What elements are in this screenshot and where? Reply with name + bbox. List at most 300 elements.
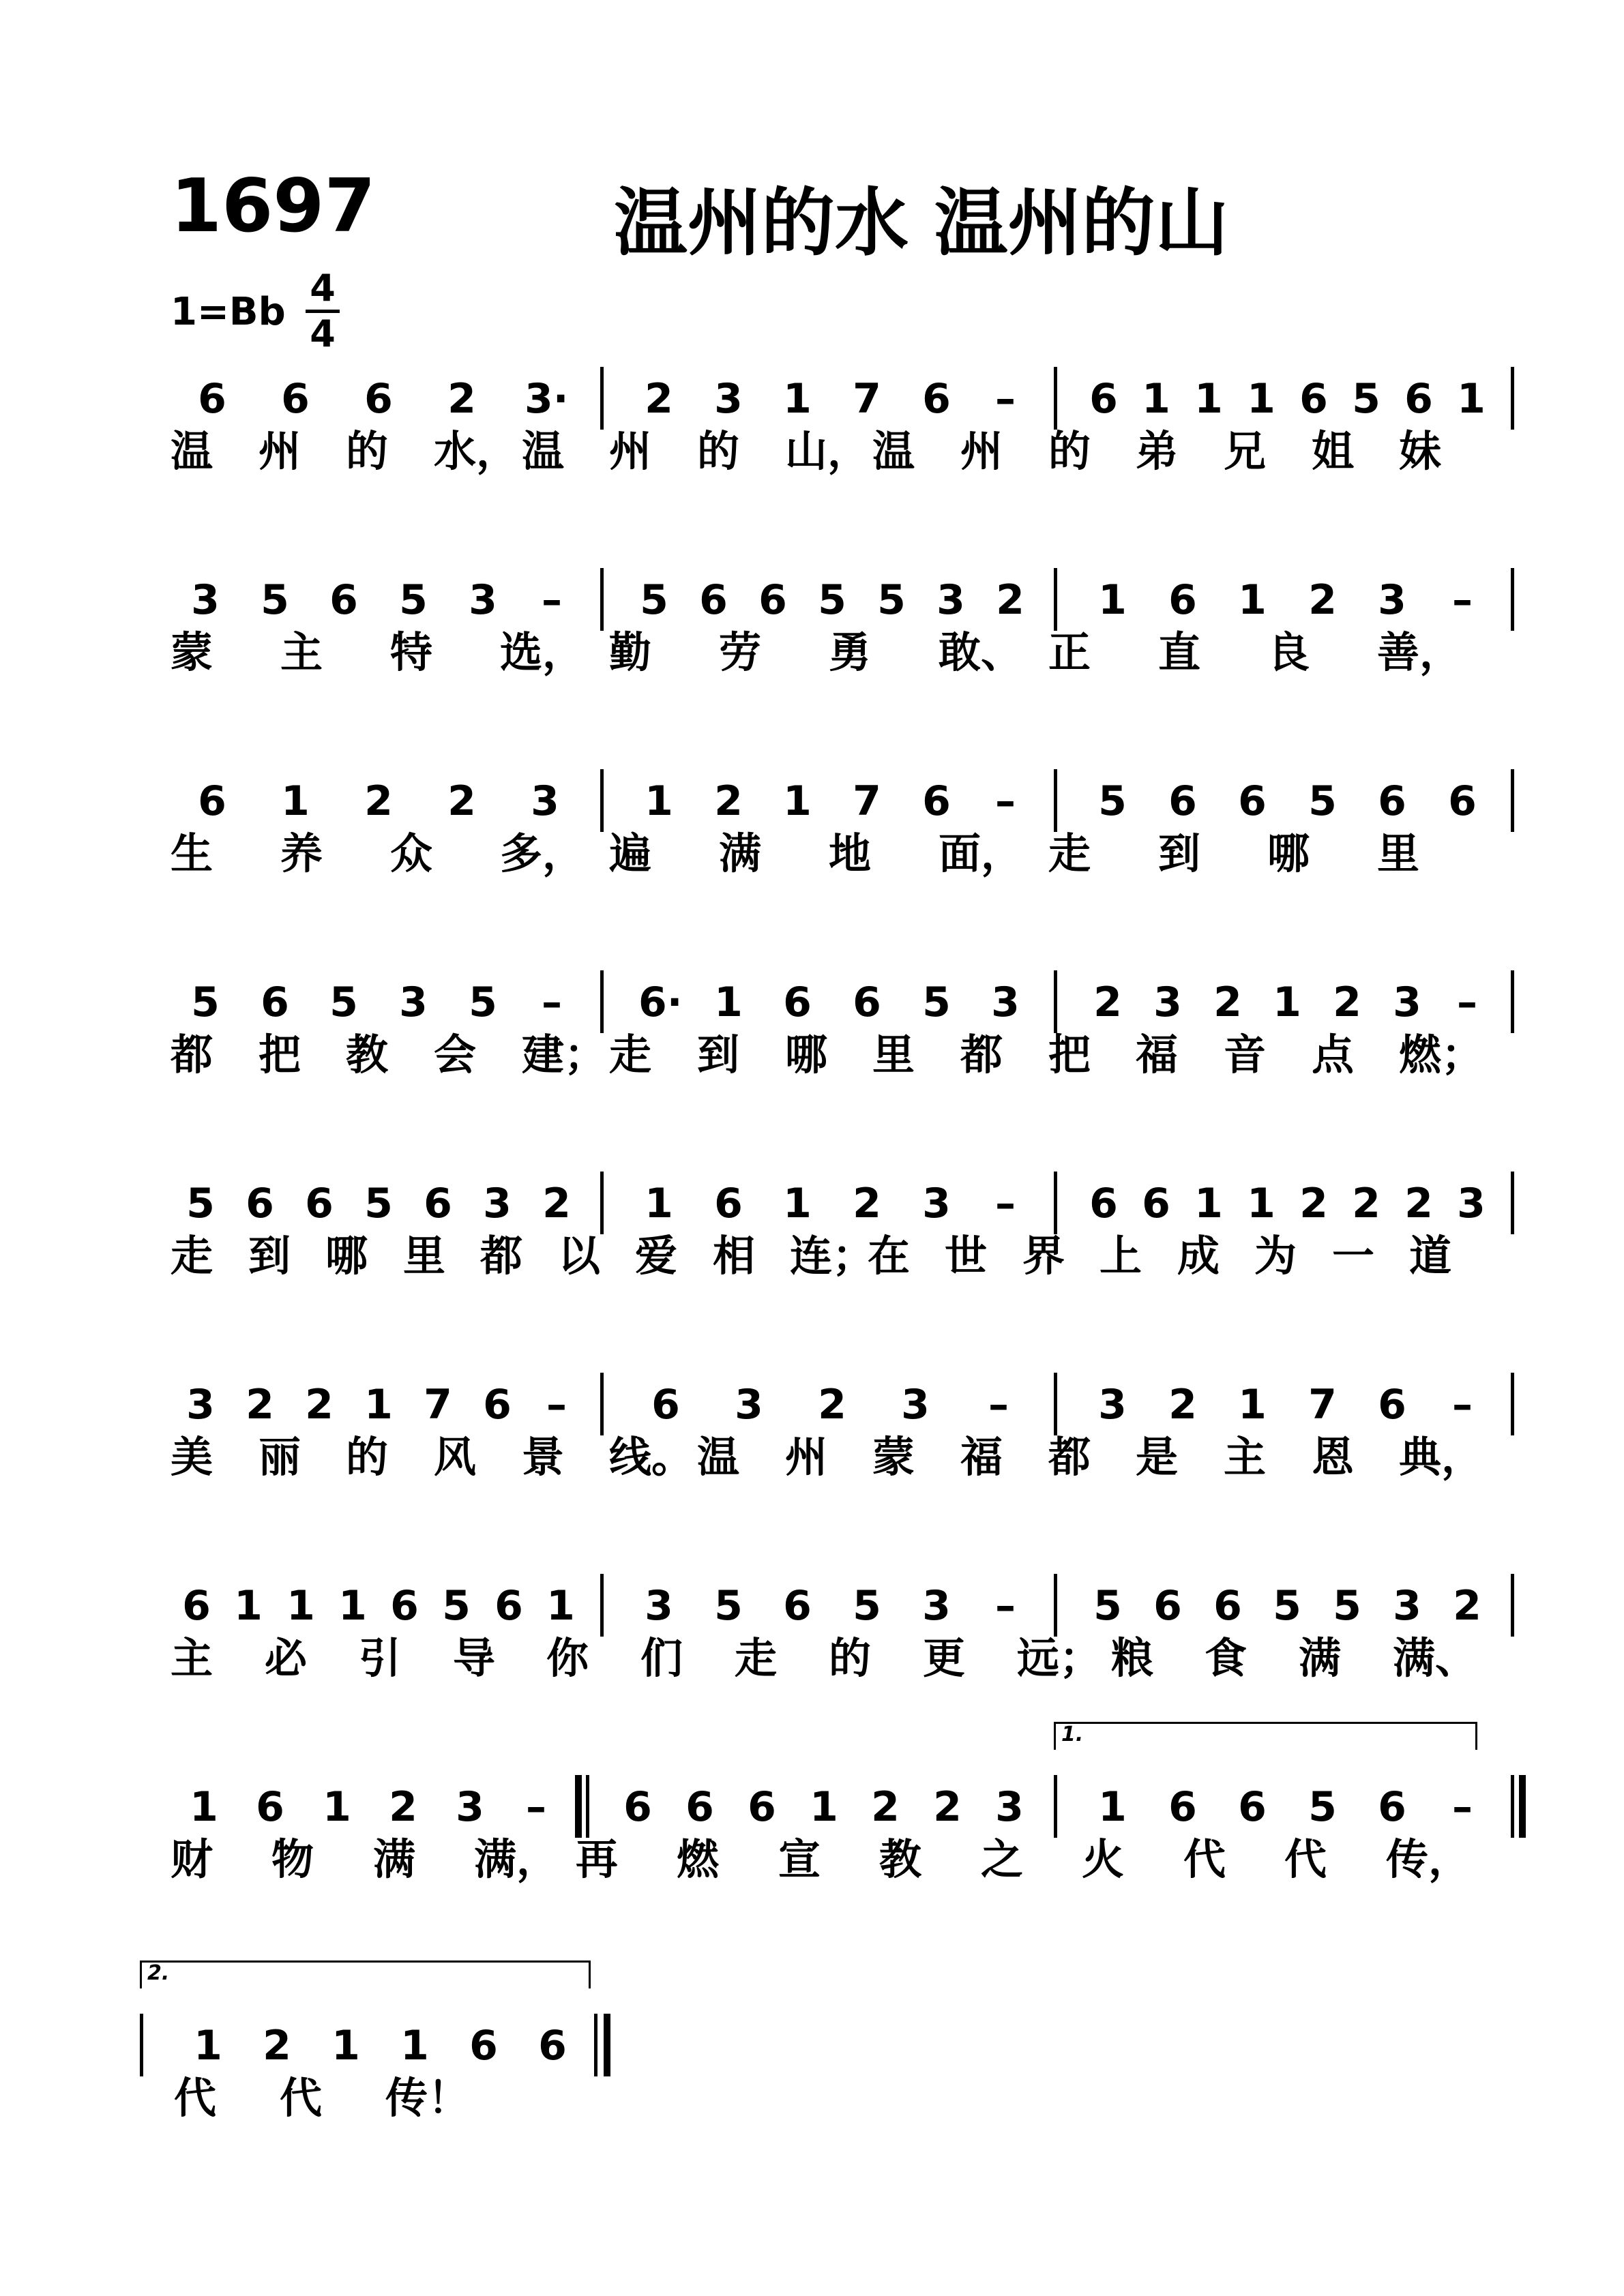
note: 6 (1448, 777, 1477, 825)
note: 6 (623, 1783, 652, 1831)
lyric-syllable: 山， (785, 426, 870, 476)
lyric-syllable: 福 (1136, 1030, 1179, 1079)
note: 2 (853, 1180, 881, 1227)
lyric-syllable: 里 (403, 1231, 446, 1281)
lyric-syllable: 代 (174, 2073, 217, 2123)
note: 1 (546, 1582, 575, 1630)
note: 2 (1333, 979, 1361, 1026)
note: 1 (331, 2022, 360, 2070)
note: 1 (323, 1783, 351, 1831)
note: 1 (1273, 979, 1301, 1026)
barline-stroke (1054, 367, 1057, 430)
lyric-syllable: 必 (265, 1633, 308, 1683)
note: 1 (364, 1381, 393, 1429)
lyric-syllable: 引 (359, 1633, 402, 1683)
score-system (0, 1152, 1624, 1343)
note: 7 (853, 777, 881, 825)
note: 5 (1308, 777, 1337, 825)
lyric-syllable: 之 (981, 1834, 1024, 1884)
note: 3 (399, 979, 428, 1026)
lyric-syllable: 姐 (1312, 426, 1355, 476)
lyric-syllable: 景 (522, 1432, 565, 1482)
note: 6 (1238, 1783, 1267, 1831)
hold-dash: – (995, 777, 1016, 825)
score-system (0, 1723, 1624, 1947)
lyric-syllable: 直 (1158, 627, 1201, 677)
note: 2 (818, 1381, 846, 1429)
note: 2 (1404, 1180, 1433, 1227)
note: 3 (1153, 979, 1182, 1026)
note: 6· (638, 979, 683, 1026)
note: 2 (1352, 1180, 1381, 1227)
barline-stroke (140, 2014, 143, 2076)
lyric-syllable: 是 (1136, 1432, 1179, 1482)
note: 5 (853, 1582, 881, 1630)
lyric-syllable: 典， (1399, 1432, 1484, 1482)
volta-bracket (1054, 1722, 1477, 1750)
note: 2 (871, 1783, 900, 1831)
barline-stroke (600, 1172, 604, 1234)
lyric-syllable: 走 (171, 1231, 213, 1281)
hold-dash: – (1452, 576, 1473, 624)
lyric-syllable: 满、 (1393, 1633, 1478, 1683)
note: 1 (190, 1783, 218, 1831)
note: 2 (447, 777, 476, 825)
lyric-syllable: 州 (785, 1432, 828, 1482)
lyric-syllable: 点 (1312, 1030, 1355, 1079)
note: 6 (1168, 777, 1197, 825)
note: 5 (714, 1582, 743, 1630)
lyric-syllable: 代 (1183, 1834, 1226, 1884)
barline-stroke (600, 568, 604, 631)
lyric-syllable: 遍 (609, 829, 652, 878)
note: 6 (748, 1783, 776, 1831)
barline-stroke (1511, 1373, 1514, 1435)
barline-stroke (586, 1775, 589, 1838)
lyric-row (0, 1430, 1624, 1498)
note: 3 (936, 576, 965, 624)
note: 5 (640, 576, 668, 624)
lyric-row (0, 2071, 1624, 2139)
note: 3 (922, 1582, 951, 1630)
note: 5 (261, 576, 289, 624)
note: 6 (424, 1180, 452, 1227)
note: 2 (933, 1783, 962, 1831)
note: 3 (1098, 1381, 1127, 1429)
lyric-syllable: 火 (1082, 1834, 1125, 1884)
lyric-syllable: 哪 (325, 1231, 368, 1281)
score-system (0, 549, 1624, 740)
lyric-syllable: 选， (500, 627, 585, 677)
lyric-syllable: 一 (1332, 1231, 1375, 1281)
score-system (0, 1354, 1624, 1545)
note: 2 (389, 1783, 417, 1831)
note: 6 (261, 979, 289, 1026)
lyric-syllable: 世 (945, 1231, 988, 1281)
lyric-syllable: 蒙 (171, 627, 213, 677)
note: 2 (1168, 1381, 1197, 1429)
lyric-syllable: 正 (1048, 627, 1091, 677)
barline-stroke (1054, 970, 1057, 1033)
lyric-syllable: 养 (280, 829, 323, 878)
note: 6 (390, 1582, 419, 1630)
lyric-syllable: 主 (280, 627, 323, 677)
barline-stroke (1054, 769, 1057, 832)
note: 3 (456, 1783, 484, 1831)
note: 6 (1142, 1180, 1170, 1227)
lyric-syllable: 生 (171, 829, 213, 878)
barline-stroke (604, 2014, 610, 2076)
lyric-syllable: 蒙 (872, 1432, 915, 1482)
lyric-syllable: 都 (171, 1030, 213, 1079)
lyric-syllable: 特 (390, 627, 433, 677)
lyric-syllable: 温 (522, 426, 565, 476)
note: 7 (1308, 1381, 1337, 1429)
note: 6 (1168, 576, 1197, 624)
lyric-syllable: 物 (271, 1834, 314, 1884)
note: 5 (191, 979, 220, 1026)
note: 6 (281, 375, 310, 423)
barline-stroke (1511, 1574, 1514, 1637)
lyric-row (0, 625, 1624, 694)
lyric-syllable: 都 (480, 1231, 523, 1281)
note: 3 (483, 1180, 512, 1227)
note: 1 (1238, 576, 1267, 624)
lyric-syllable: 相 (713, 1231, 756, 1281)
lyric-syllable: 满， (474, 1834, 559, 1884)
lyric-syllable: 满 (1299, 1633, 1342, 1683)
note: 2 (1308, 576, 1337, 624)
note: 6 (1238, 777, 1267, 825)
barline-stroke (594, 2014, 597, 2076)
note: 2 (1453, 1582, 1481, 1630)
barline-stroke (1511, 769, 1514, 832)
note: 5 (329, 979, 358, 1026)
time-signature (306, 267, 340, 355)
note: 2 (714, 777, 743, 825)
barline-stroke (1511, 970, 1514, 1033)
lyric-syllable: 劳 (719, 627, 762, 677)
lyric-syllable: 地 (829, 829, 872, 878)
lyric-syllable: 敢、 (939, 627, 1024, 677)
lyric-syllable: 主 (171, 1633, 213, 1683)
lyric-row (0, 424, 1624, 492)
hold-dash: – (546, 1381, 567, 1429)
hold-dash: – (1452, 1783, 1473, 1831)
hold-dash: – (988, 1381, 1009, 1429)
note: 7 (853, 375, 881, 423)
note: 1 (1238, 1381, 1267, 1429)
note: 1 (1098, 576, 1127, 624)
note: 5 (1093, 1582, 1122, 1630)
lyric-syllable: 走 (1048, 829, 1091, 878)
volta-label: 2. (147, 1961, 170, 1985)
hymn-number: 1697 (171, 164, 376, 249)
lyric-syllable: 美 (171, 1432, 213, 1482)
note: 3 (645, 1582, 673, 1630)
lyric-syllable: 教 (879, 1834, 922, 1884)
lyric-syllable: 风 (434, 1432, 477, 1482)
note: 1 (1194, 1180, 1223, 1227)
lyric-syllable: 界 (1022, 1231, 1065, 1281)
note: 2 (305, 1381, 334, 1429)
hold-dash: – (1452, 1381, 1473, 1429)
lyric-syllable: 都 (1048, 1432, 1091, 1482)
note: 6 (1404, 375, 1433, 423)
lyric-syllable: 连； (790, 1231, 875, 1281)
lyric-syllable: 燃； (1399, 1030, 1484, 1079)
note: 1 (783, 1180, 812, 1227)
lyric-syllable: 满 (719, 829, 762, 878)
lyric-syllable: 线。 (609, 1432, 694, 1482)
note: 3 (1393, 1582, 1421, 1630)
note: 1 (810, 1783, 838, 1831)
lyric-syllable: 道 (1409, 1231, 1452, 1281)
note: 5 (1098, 777, 1127, 825)
lyric-syllable: 面， (939, 829, 1024, 878)
note: 6 (246, 1180, 274, 1227)
barline-stroke (600, 769, 604, 832)
lyric-syllable: 温 (171, 426, 213, 476)
note: 2 (447, 375, 476, 423)
note: 6 (651, 1381, 680, 1429)
hold-dash: – (526, 1783, 546, 1831)
note: 2 (263, 2022, 291, 2070)
barline-stroke (1511, 1172, 1514, 1234)
note: 2 (364, 777, 393, 825)
note: 6 (329, 576, 358, 624)
note: 6 (685, 1783, 714, 1831)
note: 3 (469, 576, 497, 624)
lyric-row (0, 1229, 1624, 1297)
note: 2 (246, 1381, 274, 1429)
note: 6 (364, 375, 393, 423)
lyric-syllable: 到 (1158, 829, 1201, 878)
volta-label: 1. (1061, 1723, 1084, 1746)
note: 1 (1194, 375, 1223, 423)
lyric-syllable: 财 (171, 1834, 213, 1884)
note: 6 (198, 375, 226, 423)
barline-stroke (1054, 1373, 1057, 1435)
lyric-syllable: 走 (735, 1633, 778, 1683)
note: 6 (1089, 375, 1118, 423)
lyric-syllable: 会 (434, 1030, 477, 1079)
time-signature-bottom: 4 (310, 312, 336, 355)
lyric-syllable: 代 (1284, 1834, 1327, 1884)
note: 6 (494, 1582, 523, 1630)
hold-dash: – (542, 576, 562, 624)
note: 5 (442, 1582, 471, 1630)
note: 2 (1093, 979, 1122, 1026)
lyric-syllable: 在 (868, 1231, 911, 1281)
note: 3 (995, 1783, 1024, 1831)
lyric-syllable: 建； (522, 1030, 607, 1079)
lyric-syllable: 为 (1254, 1231, 1297, 1281)
lyric-syllable: 成 (1177, 1231, 1220, 1281)
lyric-row (0, 1631, 1624, 1699)
barline-stroke (1519, 1775, 1526, 1838)
note: 1 (286, 1582, 315, 1630)
note: 1 (1457, 375, 1486, 423)
lyric-syllable: 代 (280, 2073, 323, 2123)
note: 3 (1378, 576, 1406, 624)
note: 3 (191, 576, 220, 624)
lyric-syllable: 燃 (677, 1834, 720, 1884)
lyric-syllable: 再 (576, 1834, 619, 1884)
lyric-syllable: 州 (259, 426, 301, 476)
note: 2 (1213, 979, 1242, 1026)
note: 3 (714, 375, 743, 423)
note: 5 (1308, 1783, 1337, 1831)
lyric-syllable: 哪 (785, 1030, 828, 1079)
note: 6 (1089, 1180, 1118, 1227)
note: 6 (699, 576, 728, 624)
note: 1 (234, 1582, 263, 1630)
lyric-syllable: 恩 (1312, 1432, 1355, 1482)
lyric-syllable: 的 (346, 1432, 389, 1482)
note: 5 (1333, 1582, 1361, 1630)
lyric-syllable: 以 (558, 1231, 601, 1281)
hold-dash: – (995, 375, 1016, 423)
lyric-syllable: 水， (434, 426, 519, 476)
lyric-syllable: 主 (1224, 1432, 1267, 1482)
note: 3 (735, 1381, 763, 1429)
lyric-syllable: 勇 (829, 627, 872, 677)
lyric-syllable: 传！ (385, 2073, 471, 2123)
lyric-syllable: 粮 (1111, 1633, 1154, 1683)
lyric-row (0, 1832, 1624, 1900)
note: 3 (901, 1381, 930, 1429)
note: 6 (538, 2022, 567, 2070)
note: 1 (714, 979, 743, 1026)
lyric-syllable: 更 (923, 1633, 966, 1683)
barline (583, 1775, 584, 1838)
barline-stroke (1511, 568, 1514, 631)
note: 5 (818, 576, 846, 624)
note: 6 (1153, 1582, 1182, 1630)
note: 6 (1299, 375, 1328, 423)
note: 1 (338, 1582, 367, 1630)
barline-stroke (1054, 1574, 1057, 1637)
lyric-syllable: 食 (1205, 1633, 1247, 1683)
lyric-syllable: 众 (390, 829, 433, 878)
lyric-syllable: 到 (697, 1030, 740, 1079)
time-signature-top: 4 (306, 267, 340, 313)
note: 3 (531, 777, 559, 825)
score-system (0, 348, 1624, 539)
lyric-syllable: 良 (1267, 627, 1310, 677)
note: 6 (922, 777, 951, 825)
key-signature: 1=Bb (171, 290, 286, 334)
barline-stroke (1511, 1775, 1514, 1838)
lyric-syllable: 都 (960, 1030, 1003, 1079)
note: 5 (399, 576, 428, 624)
lyric-syllable: 妹 (1399, 426, 1442, 476)
note: 3 (186, 1381, 215, 1429)
barline-stroke (600, 1373, 604, 1435)
lyric-syllable: 温 (697, 1432, 740, 1482)
barline-stroke (1054, 1775, 1057, 1838)
note: 6 (256, 1783, 284, 1831)
lyric-syllable: 福 (960, 1432, 1003, 1482)
note: 1 (1142, 375, 1170, 423)
lyric-syllable: 上 (1099, 1231, 1142, 1281)
barline-stroke (1054, 568, 1057, 631)
lyric-syllable: 远； (1017, 1633, 1102, 1683)
lyric-syllable: 把 (259, 1030, 301, 1079)
hold-dash: – (1457, 979, 1477, 1026)
note: 6 (758, 576, 787, 624)
note: 2 (1299, 1180, 1328, 1227)
note: 6 (783, 979, 812, 1026)
lyric-row (0, 826, 1624, 895)
hold-dash: – (995, 1582, 1016, 1630)
lyric-syllable: 走 (609, 1030, 652, 1079)
note: 2 (996, 576, 1024, 624)
lyric-syllable: 宣 (778, 1834, 821, 1884)
lyric-syllable: 多， (500, 829, 585, 878)
lyric-syllable: 州 (960, 426, 1003, 476)
hold-dash: – (995, 1180, 1016, 1227)
lyric-syllable: 勤 (609, 627, 652, 677)
note: 6 (483, 1381, 512, 1429)
lyric-syllable: 的 (829, 1633, 872, 1683)
note: 1 (645, 1180, 673, 1227)
lyric-syllable: 善， (1377, 627, 1462, 677)
note: 3 (1457, 1180, 1486, 1227)
lyric-syllable: 哪 (1267, 829, 1310, 878)
note: 2 (542, 1180, 571, 1227)
note: 5 (469, 979, 497, 1026)
note: 1 (783, 375, 812, 423)
note: 6 (1168, 1783, 1197, 1831)
note: 6 (783, 1582, 812, 1630)
barline-stroke (600, 367, 604, 430)
lyric-syllable: 你 (546, 1633, 589, 1683)
note: 2 (645, 375, 673, 423)
lyric-syllable: 满 (373, 1834, 416, 1884)
note: 6 (1213, 1582, 1242, 1630)
note: 5 (1352, 375, 1381, 423)
note: 3· (525, 375, 569, 423)
lyric-row (0, 1028, 1624, 1096)
lyric-syllable: 教 (346, 1030, 389, 1079)
lyric-syllable: 导 (453, 1633, 496, 1683)
note: 1 (1247, 375, 1275, 423)
lyric-syllable: 到 (248, 1231, 291, 1281)
note: 6 (1378, 1381, 1406, 1429)
note: 1 (400, 2022, 429, 2070)
note: 6 (182, 1582, 211, 1630)
note: 5 (877, 576, 906, 624)
lyric-syllable: 传， (1386, 1834, 1471, 1884)
lyric-syllable: 音 (1224, 1030, 1267, 1079)
barline-stroke (600, 970, 604, 1033)
note: 5 (186, 1180, 215, 1227)
lyric-syllable: 弟 (1136, 426, 1179, 476)
note: 1 (645, 777, 673, 825)
note: 6 (853, 979, 881, 1026)
note: 1 (1247, 1180, 1275, 1227)
note: 1 (783, 777, 812, 825)
lyric-syllable: 把 (1048, 1030, 1091, 1079)
note: 6 (198, 777, 226, 825)
note: 6 (469, 2022, 498, 2070)
score-system (0, 750, 1624, 941)
note: 5 (364, 1180, 393, 1227)
lyric-syllable: 丽 (259, 1432, 301, 1482)
note: 6 (922, 375, 951, 423)
